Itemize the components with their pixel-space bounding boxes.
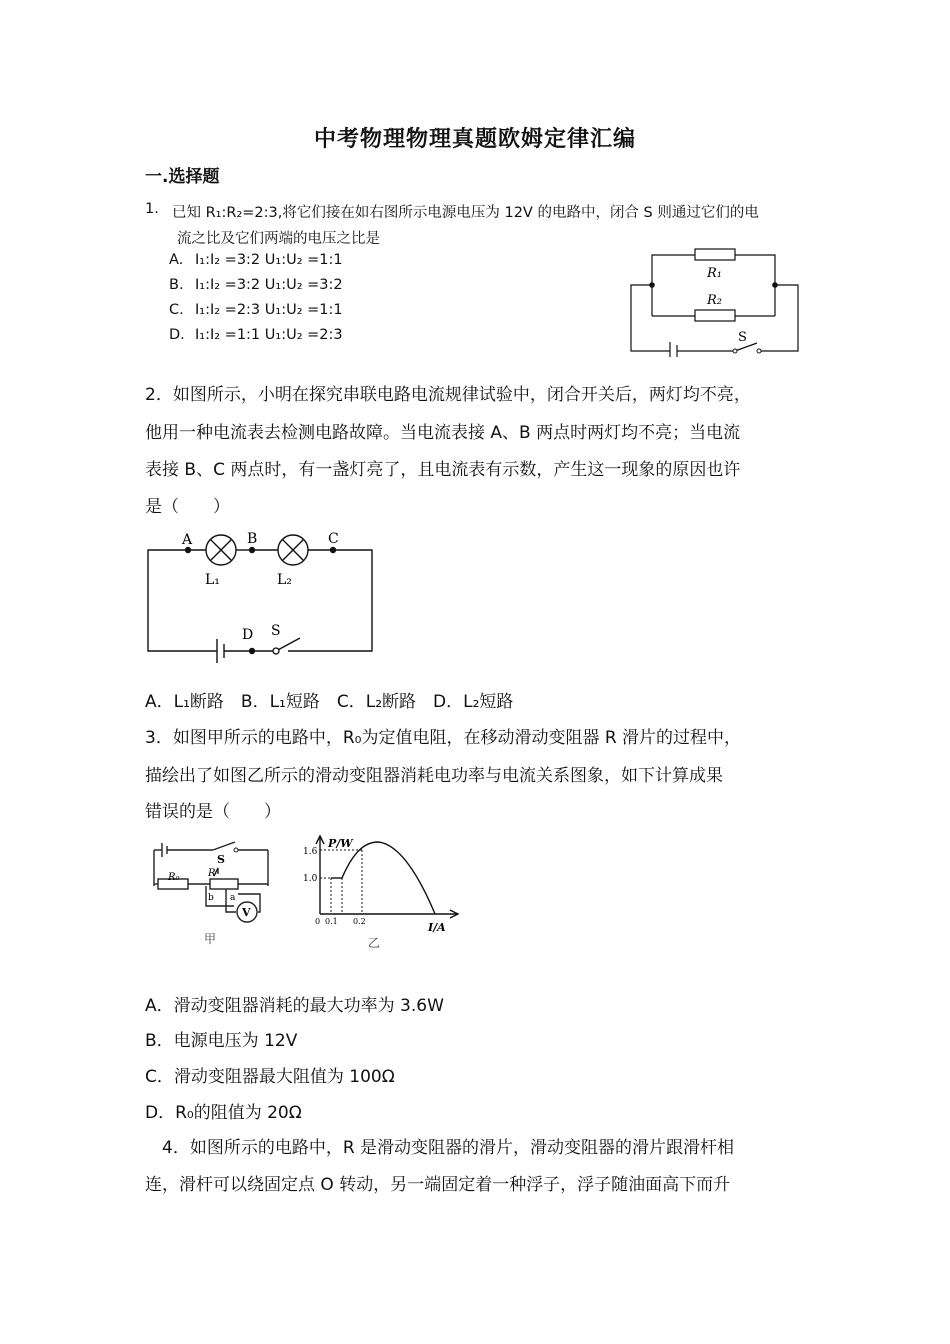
q3-figure-jia: 甲 bbox=[204, 932, 217, 946]
q3-graph-xlabel: I/A bbox=[428, 921, 446, 934]
q3-option-b: B．电源电压为 12V bbox=[145, 1031, 298, 1051]
q1-stem-line2: 流之比及它们两端的电压之比是 bbox=[177, 231, 380, 247]
q2-circuit-diagram bbox=[140, 525, 385, 670]
q2-point-b: B bbox=[247, 531, 258, 547]
q1-option-b-label: B. bbox=[169, 277, 184, 293]
q2-point-c: C bbox=[328, 531, 339, 547]
q3-stem-line1: 3．如图甲所示的电路中，R₀为定值电阻，在移动滑动变阻器 R 滑片的过程中， bbox=[145, 728, 742, 748]
q1-option-a: I₁:I₂ =3:2 U₁:U₂ =1:1 bbox=[195, 252, 343, 268]
q1-switch-label: S bbox=[738, 330, 747, 345]
q1-number: 1. bbox=[145, 201, 159, 217]
q1-option-c: I₁:I₂ =2:3 U₁:U₂ =1:1 bbox=[195, 302, 343, 318]
q1-r1-label: R₁ bbox=[707, 266, 722, 281]
q1-stem-line1: 已知 R₁:R₂=2:3,将它们接在如右图所示电源电压为 12V 的电路中，闭合 S 则通过它们的电 bbox=[172, 205, 759, 221]
q1-option-b: I₁:I₂ =3:2 U₁:U₂ =3:2 bbox=[195, 277, 343, 293]
q2-stem-line4: 是（ ） bbox=[145, 497, 230, 517]
q1-option-a-label: A. bbox=[169, 252, 184, 268]
q3-option-d: D．R₀的阻值为 20Ω bbox=[145, 1103, 302, 1123]
q2-stem-line1: 2．如图所示，小明在探究串联电路电流规律试验中，闭合开关后，两灯均不亮， bbox=[145, 385, 751, 405]
q3-graph-xtick-0-2: 0.2 bbox=[353, 917, 366, 926]
q2-point-d: D bbox=[242, 627, 254, 643]
q3-r0-label: R₀ bbox=[168, 872, 180, 883]
q2-lamp-l2-label: L₂ bbox=[277, 572, 292, 588]
q3-graph-xtick-0: 0 bbox=[315, 917, 321, 926]
section-heading: 一.选择题 bbox=[145, 167, 220, 187]
q2-switch-label: S bbox=[271, 623, 281, 639]
page-title: 中考物理物理真题欧姆定律汇编 bbox=[313, 127, 636, 152]
q4-stem-line1: 4．如图所示的电路中，R 是滑动变阻器的滑片，滑动变阻器的滑片跟滑杆相 bbox=[145, 1138, 735, 1158]
q2-stem-line3: 表接 B、C 两点时，有一盏灯亮了，且电流表有示数，产生这一现象的原因也许 bbox=[145, 460, 741, 480]
q3-r-label: R bbox=[208, 868, 216, 879]
q1-option-d: I₁:I₂ =1:1 U₁:U₂ =2:3 bbox=[195, 327, 343, 343]
q3-figure-yi: 乙 bbox=[368, 936, 381, 950]
q1-circuit-diagram bbox=[625, 245, 810, 357]
q3-option-a: A．滑动变阻器消耗的最大功率为 3.6W bbox=[145, 996, 444, 1016]
q3-stem-line2: 描绘出了如图乙所示的滑动变阻器消耗电功率与电流关系图象，如下计算成果 bbox=[145, 766, 723, 786]
q1-option-d-label: D. bbox=[169, 327, 185, 343]
q3-option-c: C．滑动变阻器最大阻值为 100Ω bbox=[145, 1067, 395, 1087]
q3-point-a: a bbox=[230, 893, 236, 903]
q2-stem-line2: 他用一种电流表去检测电路故障。当电流表接 A、B 两点时两灯均不亮；当电流 bbox=[145, 423, 741, 443]
q3-graph-ylabel: P/W bbox=[328, 837, 353, 850]
q1-r2-label: R₂ bbox=[707, 293, 722, 308]
q3-graph-ytick-1-0: 1.0 bbox=[303, 874, 318, 884]
q3-switch-label: S bbox=[217, 853, 225, 866]
q2-point-a: A bbox=[182, 532, 193, 548]
q3-power-current-graph bbox=[290, 830, 465, 952]
q2-options: A．L₁断路 B．L₁短路 C．L₂断路 D．L₂短路 bbox=[145, 692, 514, 712]
q3-stem-line3: 错误的是（ ） bbox=[145, 802, 281, 822]
q3-voltmeter-label: V bbox=[242, 906, 251, 919]
q3-circuit-diagram bbox=[140, 830, 280, 952]
q3-graph-xtick-0-1: 0.1 bbox=[325, 917, 338, 926]
q3-point-b: b bbox=[208, 893, 214, 903]
q2-lamp-l1-label: L₁ bbox=[205, 572, 220, 588]
q3-graph-ytick-1-6: 1.6 bbox=[303, 847, 318, 857]
q4-stem-line2: 连，滑杆可以绕固定点 O 转动，另一端固定着一种浮子，浮子随油面高下而升 bbox=[145, 1175, 731, 1195]
q1-option-c-label: C. bbox=[169, 302, 184, 318]
